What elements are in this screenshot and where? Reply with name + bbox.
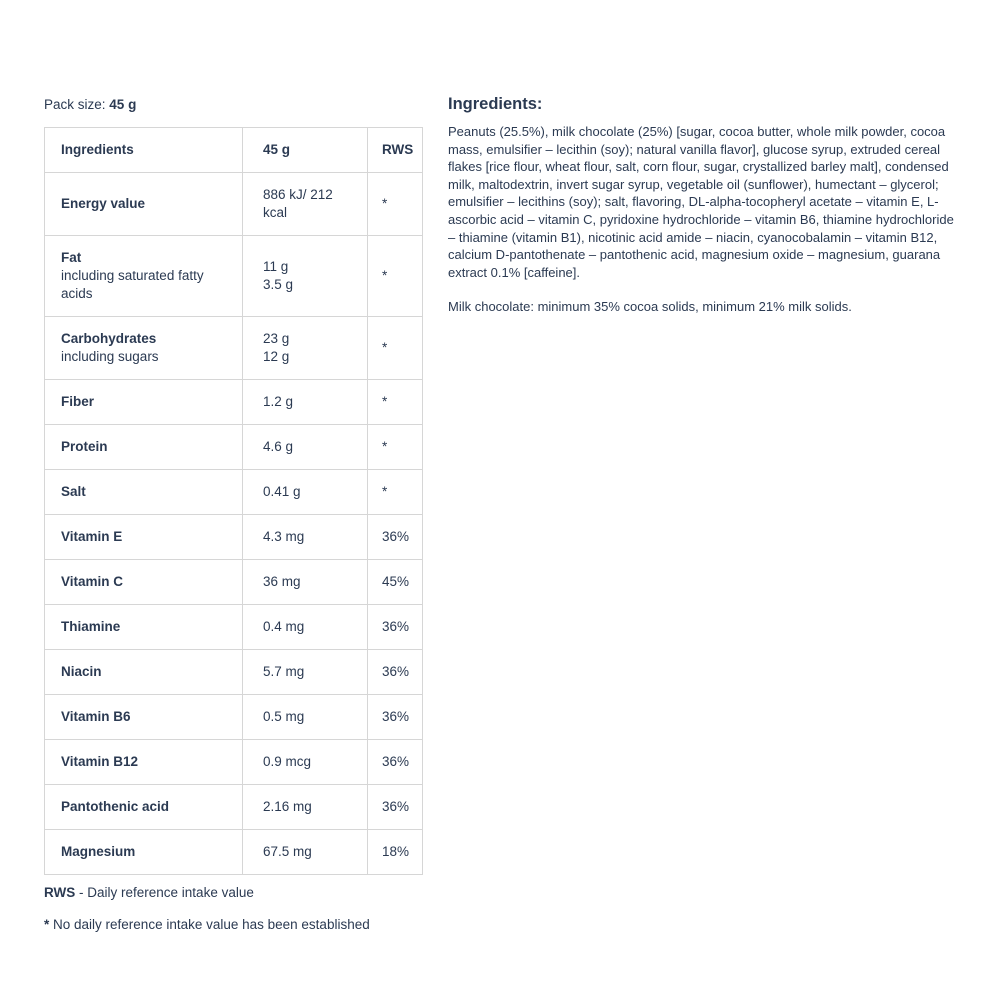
nutrient-rws-cell [368, 236, 423, 317]
nutrient-rws-value: * [382, 340, 388, 355]
nutrient-name: Niacin [61, 664, 102, 679]
header-rws: RWS [368, 128, 423, 173]
nutrient-amount: 4.6 g [263, 439, 294, 454]
pack-size-line [44, 96, 422, 113]
nutrient-rws-cell [368, 740, 423, 785]
nutrient-rws-value: 18% [382, 844, 410, 859]
nutrient-amount: 886 kJ/ 212 kcal [263, 187, 333, 220]
nutrient-amount-cell [243, 785, 368, 830]
nutrient-amount-cell [243, 560, 368, 605]
nutrient-rws-value: 36% [382, 619, 410, 634]
table-row [45, 605, 423, 650]
nutrient-rws-value: 36% [382, 664, 410, 679]
nutrient-name: Energy value [61, 196, 146, 211]
nutrient-rws-cell [368, 173, 423, 236]
nutrient-name-cell [45, 830, 243, 875]
nutrient-rws-value: * [382, 394, 388, 409]
nutrient-rws-value: 36% [382, 754, 410, 769]
nutrient-name: Magnesium [61, 844, 136, 859]
nutrient-name: Vitamin C [61, 574, 124, 589]
nutrient-amount: 5.7 mg [263, 664, 305, 679]
ingredients-heading: Ingredients: [448, 95, 543, 113]
nutrient-rws-cell [368, 830, 423, 875]
nutrient-amount-cell [243, 695, 368, 740]
nutrient-name: Vitamin B6 [61, 709, 131, 724]
nutrient-amount-cell [243, 380, 368, 425]
table-row [45, 173, 423, 236]
nutrient-amount: 11 g [263, 259, 289, 274]
nutrient-rws-value: * [382, 196, 388, 211]
nutrition-panel [44, 96, 422, 933]
nutrient-amount-cell [243, 740, 368, 785]
nutrient-name-cell [45, 605, 243, 650]
nutrient-subname: including sugars [61, 349, 159, 364]
asterisk-footnote-text: No daily reference intake value has been established [49, 917, 370, 932]
nutrient-rws-cell [368, 515, 423, 560]
nutrient-rws-cell [368, 317, 423, 380]
pack-size-value: 45 g [109, 97, 137, 112]
rws-footnote [44, 884, 422, 901]
nutrient-amount: 4.3 mg [263, 529, 305, 544]
nutrient-rws-cell [368, 470, 423, 515]
nutrient-name-cell [45, 785, 243, 830]
nutrient-name: Salt [61, 484, 86, 499]
nutrient-rws-value: 36% [382, 709, 410, 724]
milk-chocolate-note: Milk chocolate: minimum 35% cocoa solids, minimum 21% milk solids. [448, 299, 852, 315]
nutrient-amount-cell [243, 470, 368, 515]
nutrient-name-cell [45, 695, 243, 740]
nutrient-rws-value: * [382, 484, 388, 499]
nutrient-name-cell [45, 650, 243, 695]
nutrient-amount-cell [243, 650, 368, 695]
nutrient-name: Protein [61, 439, 108, 454]
nutrition-table-body [45, 173, 423, 875]
nutrient-name: Vitamin B12 [61, 754, 139, 769]
nutrient-rws-value: * [382, 268, 388, 283]
nutrient-amount: 67.5 mg [263, 844, 312, 859]
nutrient-name-cell [45, 380, 243, 425]
nutrient-rws-value: 45% [382, 574, 410, 589]
table-row [45, 740, 423, 785]
nutrient-amount: 36 mg [263, 574, 301, 589]
nutrient-amount: 2.16 mg [263, 799, 312, 814]
nutrient-amount: 0.9 mcg [263, 754, 312, 769]
nutrient-subname: including saturated fatty acids [61, 268, 204, 301]
nutrient-rws-cell [368, 380, 423, 425]
nutrient-rws-value: 36% [382, 799, 410, 814]
nutrient-amount-cell [243, 515, 368, 560]
nutrient-rws-value: 36% [382, 529, 410, 544]
nutrient-name: Vitamin E [61, 529, 123, 544]
nutrient-rws-cell [368, 785, 423, 830]
pack-size-label: Pack size: [44, 97, 106, 112]
rws-footnote-term: RWS [44, 885, 76, 900]
nutrient-name: Fiber [61, 394, 95, 409]
nutrient-amount: 0.5 mg [263, 709, 305, 724]
table-row [45, 236, 423, 317]
table-row [45, 317, 423, 380]
nutrient-sub-amount: 3.5 g [263, 277, 294, 292]
nutrient-amount-cell [243, 236, 368, 317]
nutrition-table [44, 127, 423, 875]
nutrient-name-cell [45, 173, 243, 236]
nutrient-sub-amount: 12 g [263, 349, 290, 364]
nutrient-name-cell [45, 470, 243, 515]
nutrient-rws-cell [368, 695, 423, 740]
nutrient-amount-cell [243, 425, 368, 470]
nutrient-rws-cell [368, 425, 423, 470]
nutrient-name-cell [45, 740, 243, 785]
nutrient-amount-cell [243, 605, 368, 650]
nutrient-name: Fat [61, 250, 82, 265]
nutrient-name-cell [45, 236, 243, 317]
nutrient-name: Pantothenic acid [61, 799, 170, 814]
table-header-row [45, 128, 423, 173]
nutrient-name-cell [45, 425, 243, 470]
asterisk-footnote [44, 916, 422, 933]
nutrient-rws-cell [368, 605, 423, 650]
table-row [45, 515, 423, 560]
ingredients-panel [448, 94, 962, 316]
header-ingredients: Ingredients [45, 128, 243, 173]
nutrient-amount: 0.4 mg [263, 619, 305, 634]
nutrient-name-cell [45, 317, 243, 380]
table-row [45, 830, 423, 875]
nutrient-amount-cell [243, 173, 368, 236]
ingredients-paragraph: Peanuts (25.5%), milk chocolate (25%) [sugar, cocoa butter, whole milk powder, cocoa mass, emulsifier – lecithin (soy); natural vanilla flavor], glucose syrup, extruded cereal flakes [rice flour, wheat flour, salt, corn flour, sugar, crystallized barley malt], condensed milk, maltodextrin, invert sugar syrup, vegetable oil (sunflower), humectant – glycerol; emulsifier – lecithins (soy); salt, flavoring, DL-alpha-tocopheryl acetate – vitamin E, L-ascorbic acid – vitamin C, pyridoxine hydrochloride – vitamin B6, thiamine hydrochloride – thiamine (vitamin B1), nicotinic acid amide – niacin, cyanocobalamin – vitamin B12, calcium D-pantothenate – pantothenic acid, magnesium oxide – magnesium, guarana extract 0.1% [caffeine]. [448, 124, 954, 280]
nutrient-amount: 23 g [263, 331, 290, 346]
nutrient-amount: 1.2 g [263, 394, 294, 409]
nutrient-amount-cell [243, 830, 368, 875]
header-amount: 45 g [243, 128, 368, 173]
table-row [45, 785, 423, 830]
table-row [45, 470, 423, 515]
nutrient-rws-cell [368, 650, 423, 695]
nutrient-rws-cell [368, 560, 423, 605]
nutrient-name-cell [45, 515, 243, 560]
table-row [45, 380, 423, 425]
nutrient-name-cell [45, 560, 243, 605]
table-row [45, 695, 423, 740]
rws-footnote-text: - Daily reference intake value [75, 885, 254, 900]
nutrient-amount-cell [243, 317, 368, 380]
nutrient-rws-value: * [382, 439, 388, 454]
table-row [45, 650, 423, 695]
asterisk-footnote-symbol: * [44, 917, 50, 932]
nutrient-name: Thiamine [61, 619, 121, 634]
nutrient-amount: 0.41 g [263, 484, 301, 499]
table-row [45, 560, 423, 605]
nutrient-name: Carbohydrates [61, 331, 157, 346]
table-row [45, 425, 423, 470]
